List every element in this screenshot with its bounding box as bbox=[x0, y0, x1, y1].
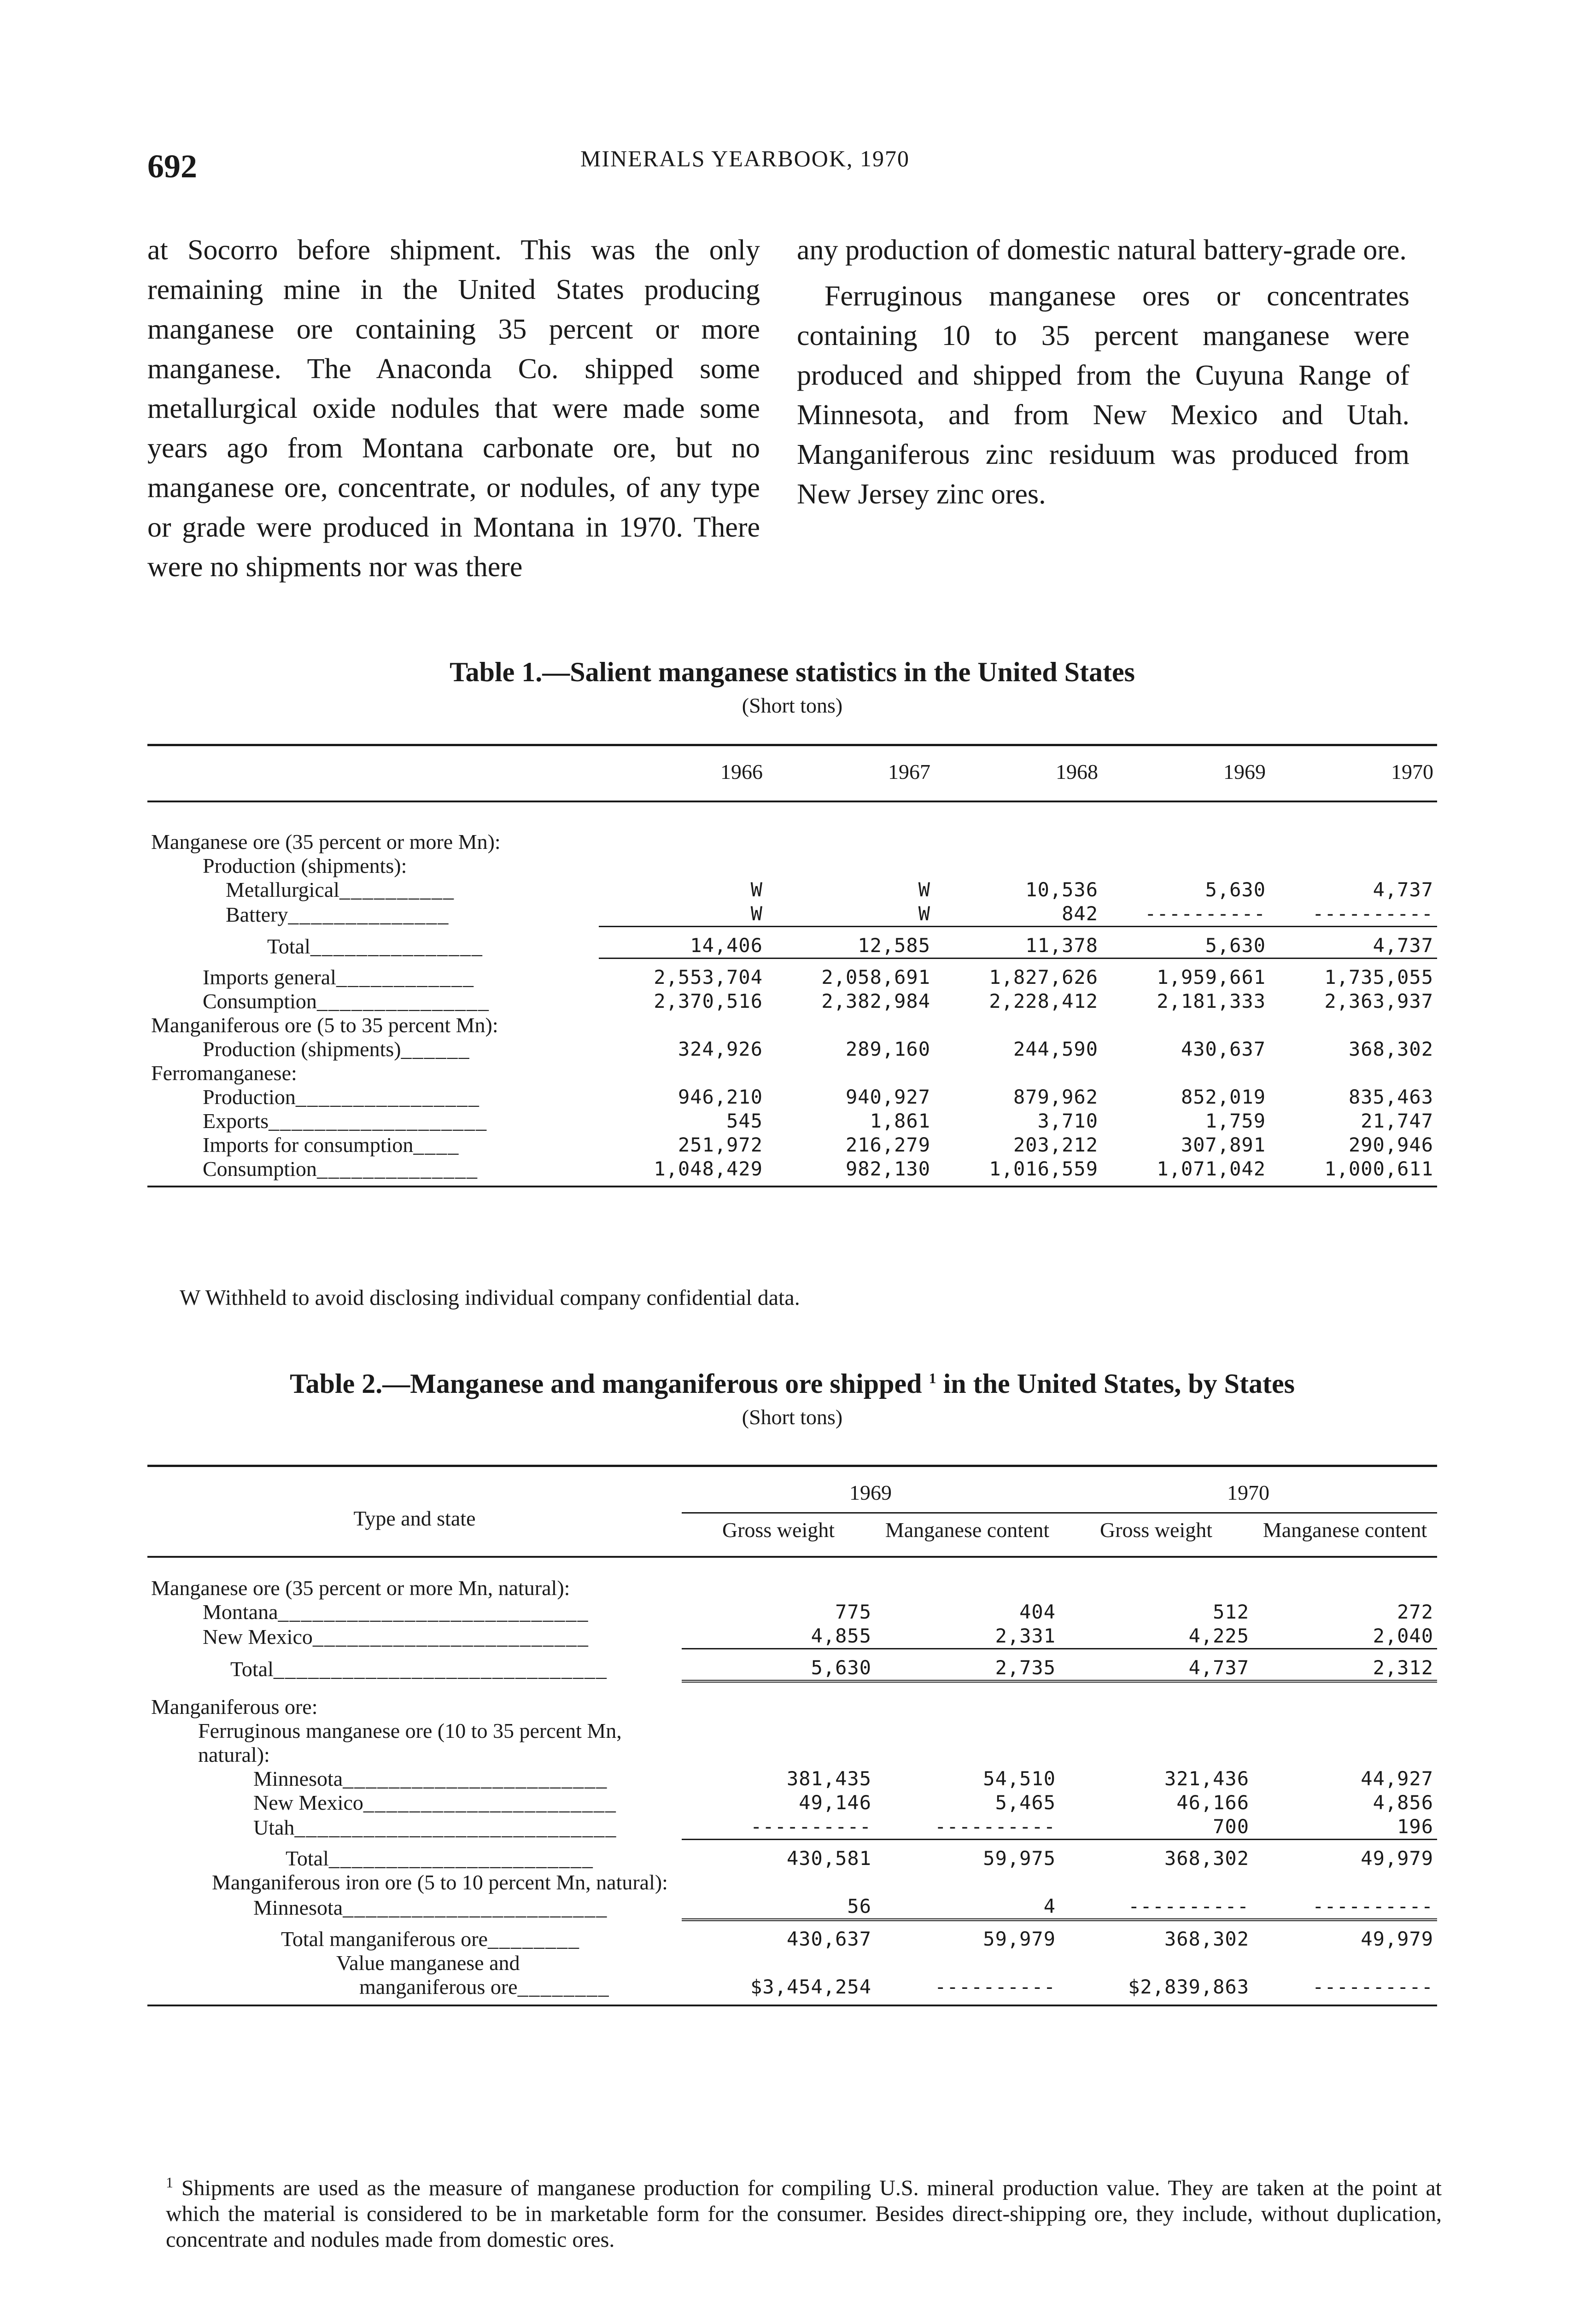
row-label: Total bbox=[230, 1657, 274, 1681]
table-cell: 324,926 bbox=[678, 1038, 763, 1060]
table-row: Exports___________________ 545 1,861 3,710 1,759 21,747 bbox=[147, 1109, 1437, 1133]
table-cell: 2,040 bbox=[1373, 1625, 1433, 1647]
section-label: Manganese ore (35 percent or more Mn): bbox=[151, 830, 501, 853]
row-label: Production bbox=[203, 1085, 296, 1109]
table-cell: 368,302 bbox=[1348, 1038, 1433, 1060]
table-cell: 2,058,691 bbox=[766, 959, 934, 990]
table-cell: 2,382,984 bbox=[821, 990, 930, 1012]
table-row bbox=[147, 1870, 1437, 1894]
running-head: MINERALS YEARBOOK, 1970 bbox=[580, 146, 910, 171]
table-cell: 430,637 bbox=[682, 1920, 875, 1951]
table-cell: 244,590 bbox=[1013, 1038, 1098, 1060]
table-cell: ---------- bbox=[935, 1815, 1056, 1838]
table-cell: 59,979 bbox=[875, 1920, 1059, 1951]
table-row: Total manganiferous ore________ 430,637 59,979 368,302 49,979 bbox=[147, 1920, 1437, 1951]
body-paragraph: Ferruginous manganese ores or concentrates containing 10 to 35 percent manganese were produced and shipped from the Cuyuna Range of Minnesota, and from New Mexico and Utah. Manganiferous zinc residuum was produced from New Jersey zinc ores. bbox=[797, 281, 1409, 510]
table-row: Production (shipments)______ 324,926 289,160 244,590 430,637 368,302 bbox=[147, 1037, 1437, 1061]
table-cell: 12,585 bbox=[766, 927, 934, 959]
table-cell: 2,735 bbox=[875, 1649, 1059, 1682]
table-cell: 835,463 bbox=[1348, 1086, 1433, 1108]
sub-section-label: Ferruginous manganese ore (10 to 35 percent Mn, natural): bbox=[198, 1719, 622, 1766]
row-label: Imports general bbox=[203, 965, 336, 989]
table-cell: 982,130 bbox=[766, 1157, 934, 1187]
table-cell: 289,160 bbox=[845, 1038, 930, 1060]
table-cell: 5,630 bbox=[1205, 878, 1266, 901]
table-cell: 4,855 bbox=[811, 1625, 871, 1647]
table-cell: 2,553,704 bbox=[599, 959, 766, 990]
table-row: Total_____________________________ 5,630 2,735 4,737 2,312 bbox=[147, 1649, 1437, 1682]
table-cell: ---------- bbox=[1128, 1895, 1249, 1917]
manganese-content-header: Manganese content bbox=[875, 1513, 1059, 1557]
table-cell: 4,737 bbox=[1269, 927, 1437, 959]
table-row: Utah____________________________ ---------- ---------- 700 196 bbox=[147, 1815, 1437, 1840]
table-cell: 46,166 bbox=[1176, 1791, 1249, 1814]
body-left-column bbox=[147, 230, 760, 587]
type-state-header: Type and state bbox=[147, 1466, 682, 1557]
table-row: Metallurgical__________ W W 10,536 5,630 4,737 bbox=[147, 878, 1437, 902]
table-cell: 1,759 bbox=[1205, 1110, 1266, 1132]
table-cell: $3,454,254 bbox=[682, 1975, 875, 2005]
table-cell: 404 bbox=[1019, 1601, 1056, 1623]
table-cell: ---------- bbox=[1312, 1895, 1433, 1917]
section-label: Ferromanganese: bbox=[151, 1061, 297, 1085]
row-label: Minnesota bbox=[253, 1896, 343, 1919]
year-header: 1966 bbox=[599, 745, 766, 802]
table-row: Consumption______________ 1,048,429 982,130 1,016,559 1,071,042 1,000,611 bbox=[147, 1157, 1437, 1187]
year-header: 1969 bbox=[682, 1466, 1059, 1513]
table-cell: 5,465 bbox=[995, 1791, 1056, 1814]
table-row bbox=[147, 1681, 1437, 1719]
table-cell: 196 bbox=[1397, 1815, 1433, 1838]
table-row: New Mexico________________________ 4,855 2,331 4,225 2,040 bbox=[147, 1624, 1437, 1649]
table1-header-blank bbox=[147, 745, 599, 802]
table-cell: 4,737 bbox=[1373, 878, 1433, 901]
table-cell: 54,510 bbox=[983, 1767, 1056, 1790]
table-cell: 1,071,042 bbox=[1102, 1157, 1269, 1187]
row-label: Utah bbox=[253, 1815, 295, 1839]
table-row: manganiferous ore________ $3,454,254 ---------- $2,839,863 ---------- bbox=[147, 1975, 1437, 2005]
year-header: 1967 bbox=[766, 745, 934, 802]
footnote-marker: 1 bbox=[929, 1370, 936, 1386]
table-cell: 4 bbox=[1043, 1895, 1056, 1917]
table-cell: 368,302 bbox=[1059, 1920, 1253, 1951]
table-row bbox=[147, 1061, 1437, 1085]
table1-title: Table 1.—Salient manganese statistics in the United States bbox=[450, 657, 1135, 687]
table-row: Consumption_______________ 2,370,516 2,382,984 2,228,412 2,181,333 2,363,937 bbox=[147, 989, 1437, 1013]
row-label: Imports for consumption bbox=[203, 1133, 414, 1157]
table-cell: 1,048,429 bbox=[599, 1157, 766, 1187]
year-header: 1970 bbox=[1059, 1466, 1437, 1513]
table-row: Imports for consumption____ 251,972 216,279 203,212 307,891 290,946 bbox=[147, 1133, 1437, 1157]
row-label: Total bbox=[267, 934, 310, 958]
table-cell: 381,435 bbox=[786, 1767, 871, 1790]
table-row: Imports general____________ 2,553,704 2,058,691 1,827,626 1,959,661 1,735,055 bbox=[147, 959, 1437, 990]
table-cell: 700 bbox=[1213, 1815, 1249, 1838]
section-label: Manganiferous ore (5 to 35 percent Mn): bbox=[151, 1013, 498, 1037]
section-label: Manganese ore (35 percent or more Mn, natural): bbox=[151, 1576, 570, 1600]
table-row bbox=[147, 1013, 1437, 1037]
table2-unit: (Short tons) bbox=[742, 1405, 843, 1429]
table-cell: 272 bbox=[1397, 1601, 1433, 1623]
table-cell: 852,019 bbox=[1181, 1086, 1266, 1108]
table-cell: 2,370,516 bbox=[654, 990, 763, 1012]
year-header: 1970 bbox=[1269, 745, 1437, 802]
table-row: Total_______________ 14,406 12,585 11,378 5,630 4,737 bbox=[147, 927, 1437, 959]
table-cell: 430,637 bbox=[1181, 1038, 1266, 1060]
body-paragraph: any production of domestic natural battery-grade ore. bbox=[797, 234, 1407, 266]
table-cell: W bbox=[918, 902, 930, 925]
table-cell: 49,146 bbox=[799, 1791, 871, 1814]
table-cell: ---------- bbox=[875, 1975, 1059, 2005]
table-cell: ---------- bbox=[1253, 1975, 1437, 2005]
table1-header-row bbox=[147, 745, 1437, 802]
sub-section-label: Manganiferous iron ore (5 to 10 percent Mn, natural): bbox=[212, 1870, 668, 1894]
table-cell: 56 bbox=[847, 1895, 871, 1917]
table-cell: 4,737 bbox=[1059, 1649, 1253, 1682]
table-cell: 14,406 bbox=[599, 927, 766, 959]
table-row: Minnesota_______________________ 381,435 54,510 321,436 44,927 bbox=[147, 1767, 1437, 1791]
page-number: 692 bbox=[147, 148, 197, 185]
table-cell: 5,630 bbox=[1102, 927, 1269, 959]
row-label: Production (shipments): bbox=[203, 854, 407, 877]
year-header: 1969 bbox=[1102, 745, 1269, 802]
body-paragraph: at Socorro before shipment. This was the only remaining mine in the United States producing manganese ore containing 35 percent or more manganese. The Anaconda Co. shipped some metallurgical oxide nodules that were made some years ago from Montana carbonate ore, but no manganese ore, concentrate, or nodules, of any type or grade were produced in Montana in 1970. There were no shipments nor was there bbox=[147, 234, 760, 583]
table-cell: W bbox=[750, 902, 763, 925]
table-cell: 775 bbox=[835, 1601, 871, 1623]
table-cell: 2,181,333 bbox=[1157, 990, 1266, 1012]
table2-title-suffix: in the United States, by States bbox=[943, 1368, 1295, 1399]
table-cell: 216,279 bbox=[845, 1134, 930, 1156]
year-header: 1968 bbox=[934, 745, 1102, 802]
table-cell: 1,861 bbox=[870, 1110, 930, 1132]
section-label: Manganiferous ore: bbox=[151, 1695, 318, 1718]
table-cell: 1,000,611 bbox=[1269, 1157, 1437, 1187]
table-row: Montana___________________________ 775 404 512 272 bbox=[147, 1600, 1437, 1624]
table-cell: 4,225 bbox=[1188, 1625, 1249, 1647]
table-cell: W bbox=[918, 878, 930, 901]
table2-header-row bbox=[147, 1466, 1437, 1513]
table1-unit: (Short tons) bbox=[742, 694, 843, 717]
table-cell: 879,962 bbox=[1013, 1086, 1098, 1108]
table-cell: 11,378 bbox=[934, 927, 1102, 959]
row-label: New Mexico bbox=[203, 1625, 313, 1648]
table-row: Production________________ 946,210 940,927 879,962 852,019 835,463 bbox=[147, 1085, 1437, 1109]
row-label: Exports bbox=[203, 1109, 269, 1133]
table1 bbox=[147, 744, 1437, 1187]
body-right-column bbox=[797, 230, 1409, 514]
table-cell: 59,975 bbox=[875, 1840, 1059, 1871]
row-label: Total bbox=[286, 1847, 329, 1870]
row-label: Consumption bbox=[203, 989, 317, 1013]
table1-footnote: W Withheld to avoid disclosing individual company confidential data. bbox=[180, 1286, 800, 1310]
table-cell: 545 bbox=[726, 1110, 763, 1132]
table-cell: 842 bbox=[1062, 902, 1098, 925]
row-label: Montana bbox=[203, 1600, 278, 1624]
table-cell: 251,972 bbox=[678, 1134, 763, 1156]
footnote-marker: 1 bbox=[166, 2174, 173, 2191]
gross-weight-header: Gross weight bbox=[1059, 1513, 1253, 1557]
table2-title-main: Table 2.—Manganese and manganiferous ore shipped bbox=[290, 1368, 922, 1399]
row-label: Production (shipments) bbox=[203, 1037, 401, 1061]
table-cell: 5,630 bbox=[682, 1649, 875, 1682]
table-cell: 368,302 bbox=[1059, 1840, 1253, 1871]
table-cell: 3,710 bbox=[1037, 1110, 1098, 1132]
manganese-content-header: Manganese content bbox=[1253, 1513, 1437, 1557]
table-cell: ---------- bbox=[1145, 902, 1266, 925]
table-row bbox=[147, 1557, 1437, 1600]
table-cell: ---------- bbox=[750, 1815, 871, 1838]
table-row bbox=[147, 854, 1437, 878]
table-cell: 4,856 bbox=[1373, 1791, 1433, 1814]
table-cell: 2,363,937 bbox=[1324, 990, 1433, 1012]
table-cell: 49,979 bbox=[1253, 1840, 1437, 1871]
table-row: Total_______________________ 430,581 59,975 368,302 49,979 bbox=[147, 1840, 1437, 1871]
gross-weight-header: Gross weight bbox=[682, 1513, 875, 1557]
table2-title bbox=[147, 1368, 1437, 1400]
table-cell: 512 bbox=[1213, 1601, 1249, 1623]
table2-footnote bbox=[166, 2169, 1442, 2253]
table-cell: 1,959,661 bbox=[1102, 959, 1269, 990]
row-label: Minnesota bbox=[253, 1767, 343, 1790]
row-label: Consumption bbox=[203, 1157, 317, 1181]
table-row: New Mexico______________________ 49,146 5,465 46,166 4,856 bbox=[147, 1791, 1437, 1815]
table-cell: 49,979 bbox=[1253, 1920, 1437, 1951]
table-cell: 2,312 bbox=[1253, 1649, 1437, 1682]
table-cell: 10,536 bbox=[1025, 878, 1098, 901]
footnote-text: Shipments are used as the measure of manganese production for compiling U.S. mineral production value. They are taken at the point at which the material is considered to be in marketable form for the consumer. Besides direct-shipping ore, they include, without duplication, concentrate and nodules made from domestic ores. bbox=[166, 2176, 1442, 2252]
table-cell: 44,927 bbox=[1361, 1767, 1433, 1790]
table-row: Battery______________ W W 842 ---------- ---------- bbox=[147, 902, 1437, 927]
table-cell: W bbox=[750, 878, 763, 901]
table-row bbox=[147, 1719, 1437, 1767]
table-cell: 1,827,626 bbox=[934, 959, 1102, 990]
table-cell: ---------- bbox=[1312, 902, 1433, 925]
row-label: manganiferous ore bbox=[359, 1975, 518, 1999]
table-cell: 2,228,412 bbox=[989, 990, 1098, 1012]
row-label: Metallurgical bbox=[226, 878, 339, 901]
table-row: Minnesota_______________________ 56 4 ---------- ---------- bbox=[147, 1894, 1437, 1920]
table-cell: 946,210 bbox=[678, 1086, 763, 1108]
row-label: New Mexico bbox=[253, 1791, 363, 1814]
row-label: Total manganiferous ore bbox=[281, 1927, 488, 1951]
table-cell: 2,331 bbox=[995, 1625, 1056, 1647]
table-cell: 203,212 bbox=[1013, 1134, 1098, 1156]
table-row bbox=[147, 1951, 1437, 1975]
table2 bbox=[147, 1465, 1437, 2006]
table-cell: 1,016,559 bbox=[934, 1157, 1102, 1187]
table-row bbox=[147, 801, 1437, 854]
table-cell: 430,581 bbox=[682, 1840, 875, 1871]
row-label: Battery bbox=[226, 902, 288, 926]
table-cell: 307,891 bbox=[1181, 1134, 1266, 1156]
table-cell: 290,946 bbox=[1348, 1134, 1433, 1156]
table-cell: 21,747 bbox=[1361, 1110, 1433, 1132]
row-label: Value manganese and bbox=[336, 1951, 520, 1975]
table-cell: $2,839,863 bbox=[1059, 1975, 1253, 2005]
table-cell: 321,436 bbox=[1164, 1767, 1249, 1790]
table-cell: 1,735,055 bbox=[1269, 959, 1437, 990]
table-cell: 940,927 bbox=[845, 1086, 930, 1108]
